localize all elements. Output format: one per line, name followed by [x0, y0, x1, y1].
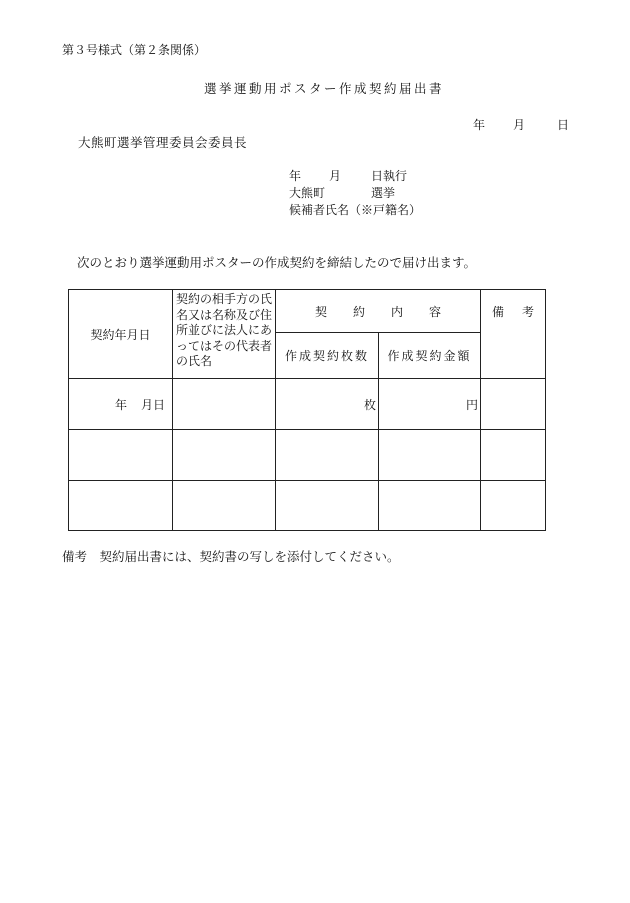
header-contract-date: 契約年月日	[69, 290, 173, 379]
contents-char-3: 内	[390, 304, 403, 319]
remarks-char-1: 備	[491, 305, 504, 319]
row-day: 日	[152, 397, 165, 412]
date-year: 年	[473, 118, 486, 132]
submission-date	[473, 119, 569, 131]
election-date	[289, 170, 407, 182]
election-name-line	[289, 187, 395, 199]
header-contract-contents	[276, 290, 481, 333]
row-count-cell[interactable]: 枚	[276, 379, 379, 430]
date-day: 日	[557, 118, 570, 132]
election-day: 日執行	[371, 169, 408, 183]
row-count-cell[interactable]	[276, 430, 379, 481]
row-amount-cell[interactable]	[379, 481, 481, 531]
remarks-char-2: 考	[521, 305, 534, 319]
candidate-name-label: 候補者氏名（※戸籍名）	[289, 203, 422, 217]
table-row	[69, 481, 546, 531]
form-number-label: 第３号様式（第２条関係）	[62, 43, 207, 57]
election-year: 年	[289, 169, 302, 183]
row-remarks-cell[interactable]	[481, 481, 546, 531]
contents-char-4: 容	[428, 304, 441, 319]
remarks-note: 備考 契約届出書には、契約書の写しを添付してください。	[62, 549, 400, 564]
row-party-cell[interactable]	[173, 379, 276, 430]
addressee: 大熊町選挙管理委員会委員長	[78, 135, 248, 150]
row-date-cell[interactable]	[69, 481, 173, 531]
row-remarks-cell[interactable]	[481, 430, 546, 481]
header-party: 契約の相手方の氏名又は名称及び住所並びに法人にあってはその代表者の氏名	[173, 290, 276, 379]
row-amount-cell[interactable]	[379, 430, 481, 481]
statement-text: 次のとおり選挙運動用ポスターの作成契約を締結したので届け出ます。	[77, 255, 477, 270]
row-month: 月	[140, 397, 153, 412]
header-contract-amount: 作成契約金額	[379, 333, 481, 379]
row-party-cell[interactable]	[173, 481, 276, 531]
table-row	[69, 379, 546, 430]
row-date-cell[interactable]	[69, 430, 173, 481]
date-month: 月	[513, 118, 526, 132]
contents-char-2: 約	[352, 304, 365, 319]
row-count-cell[interactable]	[276, 481, 379, 531]
row-year: 年	[114, 397, 127, 412]
row-date-cell[interactable]	[69, 379, 173, 430]
header-contract-count: 作成契約枚数	[276, 333, 379, 379]
row-remarks-cell[interactable]	[481, 379, 546, 430]
header-remarks	[481, 290, 546, 379]
contents-char-1: 契	[314, 304, 327, 319]
election-month: 月	[329, 169, 342, 183]
contract-table	[68, 289, 546, 531]
row-party-cell[interactable]	[173, 430, 276, 481]
election-label: 選挙	[371, 186, 396, 200]
document-title: 選挙運動用ポスター作成契約届出書	[203, 81, 444, 96]
row-amount-cell[interactable]: 円	[379, 379, 481, 430]
town-name: 大熊町	[289, 186, 326, 200]
table-row	[69, 430, 546, 481]
